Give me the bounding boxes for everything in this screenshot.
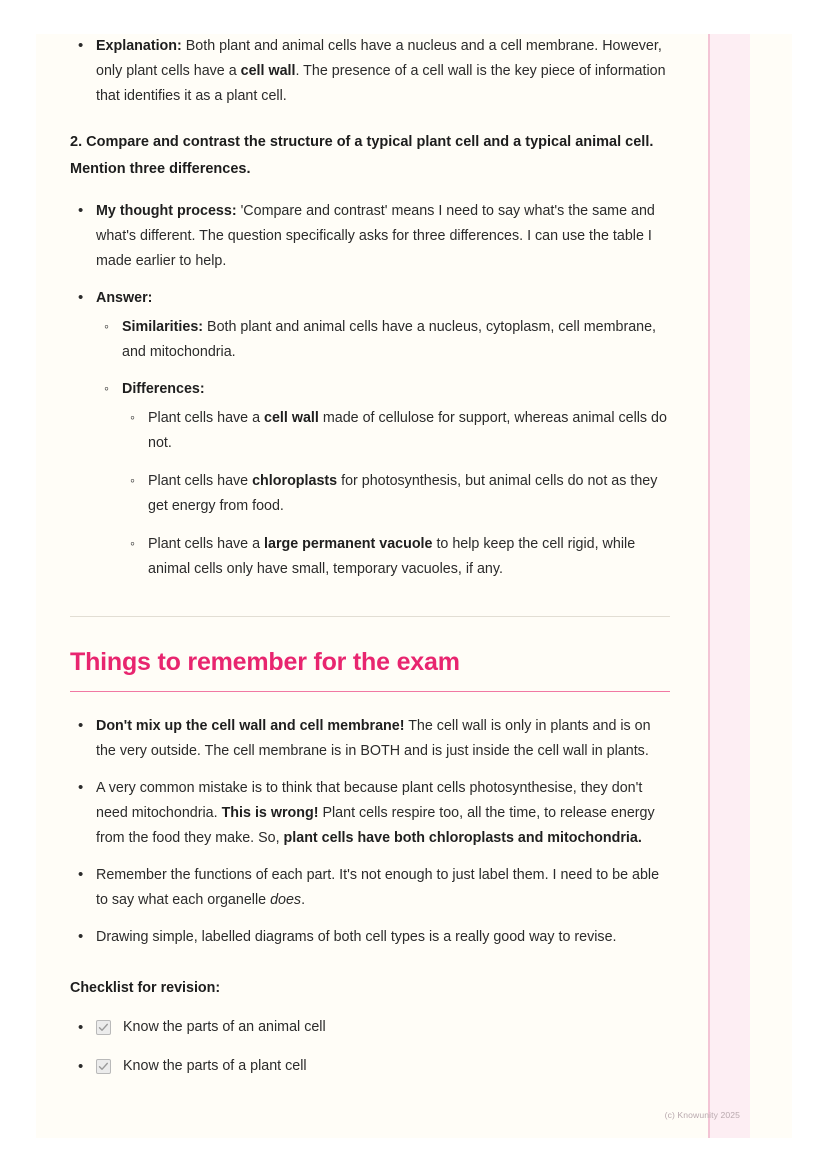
- tip-3-text-2: .: [301, 892, 306, 908]
- answer-label: Answer:: [96, 290, 153, 306]
- explanation-text-before: Both plant and animal cells have a nucleus and a cell membrane. However, only plant cells have a: [96, 38, 662, 79]
- list-item: [122, 406, 670, 456]
- list-item: [70, 199, 670, 274]
- page-title: Things to remember for the exam: [70, 648, 460, 676]
- difference-2-before: Plant cells have: [148, 473, 253, 489]
- checkbox-checked-icon[interactable]: [96, 1059, 111, 1074]
- question-2-heading: 2. Compare and contrast the structure of a typical plant cell and a typical animal cell. Mention three differences.: [70, 134, 654, 177]
- list-item: [70, 34, 670, 109]
- page-body: [36, 34, 750, 1138]
- difference-2-bold: chloroplasts: [252, 473, 338, 489]
- checklist-item-label: • Know the parts of a plant cell: [123, 1058, 307, 1074]
- explanation-label: Explanation:: [96, 38, 182, 54]
- list-item: [70, 776, 670, 851]
- difference-2-after: for photosynthesis, but animal cells do not as they get energy from food.: [148, 473, 658, 514]
- tip-1-lead: Don't mix up the cell wall and cell membrane!: [96, 718, 405, 734]
- question-2-list: [70, 199, 670, 582]
- list-item: [96, 377, 670, 582]
- difference-1-after: made of cellulose for support, whereas animal cells do not.: [148, 410, 667, 451]
- document-content: [70, 34, 670, 1093]
- exam-tips-list: [70, 714, 670, 950]
- list-item: [122, 532, 670, 582]
- explanation-bold-term: cell wall: [240, 63, 296, 79]
- list-item: [70, 286, 670, 582]
- list-item: [70, 1015, 670, 1040]
- section-divider: [70, 616, 670, 617]
- similarities-text: Both plant and animal cells have a nucleus, cytoplasm, cell membrane, and mitochondria.: [122, 319, 657, 360]
- difference-3-after: to help keep the cell rigid, while animal cells only have small, temporary vacuoles, if any.: [148, 536, 636, 577]
- tip-2-bold-end: plant cells have both chloroplasts and mitochondria.: [283, 830, 642, 846]
- list-item: [70, 925, 670, 950]
- thought-process-text: 'Compare and contrast' means I need to say what's the same and what's different. The question specifically asks for three differences. I can use the table I made earlier to help.: [96, 203, 655, 269]
- tip-2-text-1: A very common mistake is to think that because plant cells photosynthesise, they don't need mitochondria.: [96, 780, 643, 821]
- title-underline: [70, 691, 670, 692]
- explanation-list: [70, 34, 670, 109]
- document-page: [36, 34, 792, 1138]
- tip-4-text: Drawing simple, labelled diagrams of both cell types is a really good way to revise.: [96, 929, 617, 945]
- list-item: [70, 714, 670, 764]
- tip-2-text-2: Plant cells respire too, all the time, to release energy from the food they make. So,: [96, 805, 655, 846]
- tip-3-italic: does: [270, 892, 302, 908]
- copyright-credit: (c) Knowunity 2025: [664, 1110, 740, 1120]
- answer-sublist: [96, 315, 670, 582]
- list-item: [96, 315, 670, 365]
- difference-1-before: Plant cells have a: [148, 410, 265, 426]
- checklist-item-label: • Know the parts of an animal cell: [123, 1019, 326, 1035]
- list-item: [70, 1054, 670, 1079]
- checkbox-checked-icon[interactable]: [96, 1020, 111, 1035]
- similarities-label: Similarities:: [122, 319, 204, 335]
- page-margin-strip: [708, 34, 750, 1138]
- list-item: [70, 863, 670, 913]
- differences-list: [122, 406, 670, 582]
- tip-1-text: The cell wall is only in plants and is on the very outside. The cell membrane is in BOTH and is just inside the cell wall in plants.: [96, 718, 651, 759]
- explanation-text-after: . The presence of a cell wall is the key piece of information that identifies it as a plant cell.: [96, 63, 666, 104]
- tip-3-text-1: Remember the functions of each part. It's not enough to just label them. I need to be able to say what each organelle: [96, 867, 660, 908]
- checklist-heading: Checklist for revision:: [70, 980, 221, 996]
- difference-3-before: Plant cells have a: [148, 536, 265, 552]
- revision-checklist: [70, 1015, 670, 1079]
- difference-3-bold: large permanent vacuole: [264, 536, 433, 552]
- differences-label: Differences:: [122, 381, 205, 397]
- thought-process-label: My thought process:: [96, 203, 237, 219]
- difference-1-bold: cell wall: [264, 410, 319, 426]
- tip-2-bold-mid: This is wrong!: [221, 805, 319, 821]
- list-item: [122, 469, 670, 519]
